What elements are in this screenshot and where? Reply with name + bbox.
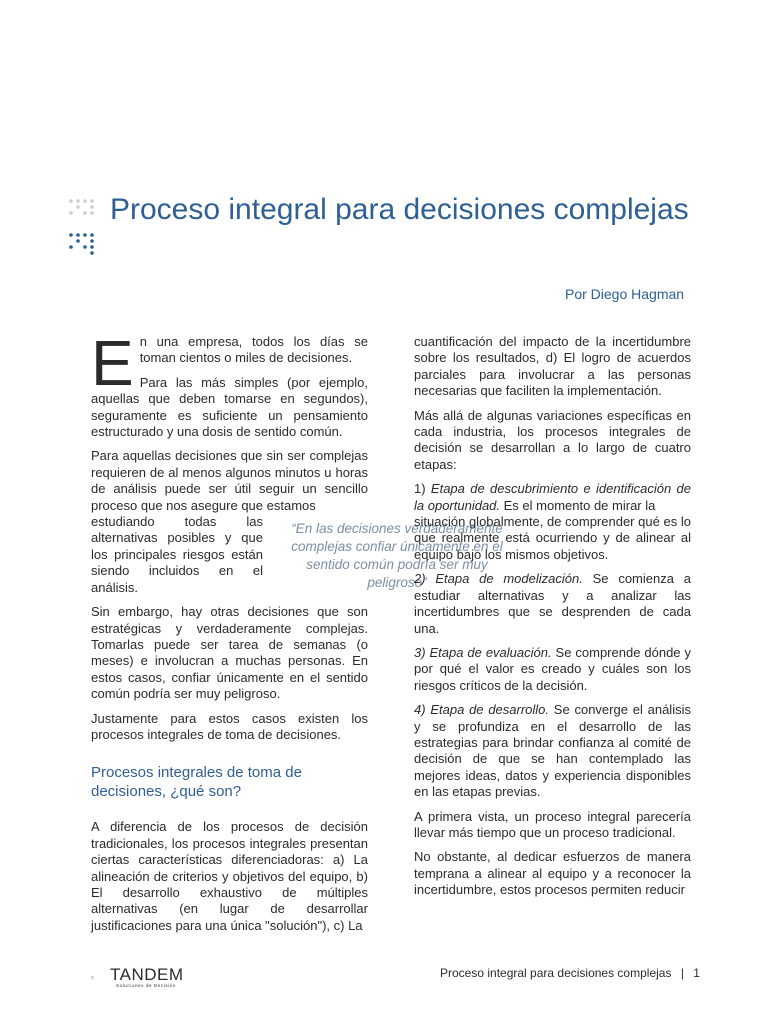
- stage-4-text: Se converge el análisis y se profundiza en el desarrollo de las estrategias para brindar confianza al comité de decisión de que se han contemplado las mejores ideas, datos y experiencia disponibles en las etapas previas.: [414, 702, 691, 800]
- drop-cap: E: [91, 327, 134, 399]
- pull-quote: “En las decisiones verdaderamente complejas confiar únicamente en el sentido común podría ser muy peligroso”: [291, 521, 503, 590]
- paragraph-complex-decisions: Sin embargo, hay otras decisiones que son estratégicas y verdaderamente complejas. Tomarlas puede ser tarea de semanas (o meses) e involucran a muchas personas. En estos casos, confiar únicamente en el sentido común podría ser muy peligroso.: [91, 604, 368, 702]
- paragraph-first-view: A primera vista, un proceso integral parecería llevar más tiempo que un proceso tradicional.: [414, 808, 691, 840]
- paragraph-medium-decisions: Para aquellas decisiones que sin ser complejas requieren de al menos algunos minutos u horas de análisis puede ser útil seguir un sencillo proceso que nos asegure que estamos: [91, 448, 368, 513]
- stage-1-text-cont: situación globalmente, de comprender qué es lo que realmente está ocurriendo y de alinear al equipo bajo los mismos objetivos.: [414, 514, 691, 562]
- dotted-grid-icon: [68, 197, 96, 255]
- footer-separator: |: [680, 966, 684, 980]
- stage-1-number: 1): [414, 481, 426, 497]
- stage-1-title: Etapa de descubrimiento e identificación de la oportunidad.: [414, 481, 691, 513]
- paragraph-four-stages: Más allá de algunas variaciones específicas en cada industria, los procesos integrales de decisión se desarrollan a lo largo de cuatro etapas:: [414, 407, 691, 472]
- left-column: [91, 327, 368, 942]
- author-byline: Por Diego Hagman: [565, 286, 685, 302]
- paragraph-differences: A diferencia de los procesos de decisión tradicionales, los procesos integrales presentan ciertas características diferenciadoras: a) La alineación de criterios y objetivos del equipo, b) El desarrollo exhaustivo de múltiples alternativas (en lugar de desarrollar justificaciones para una única "solución"), c) La: [91, 819, 368, 933]
- paragraph-however: No obstante, al dedicar esfuerzos de manera temprana a alinear al equipo y a reconocer la incertidumbre, estos procesos permiten reducir: [414, 849, 691, 898]
- paragraph-quantification: cuantificación del impacto de la incertidumbre sobre los resultados, d) El logro de acuerdos parciales para involucrar a las personas necesarias que faciliten la implementación.: [414, 334, 691, 399]
- stage-3: [414, 645, 691, 694]
- running-footer: [440, 966, 700, 980]
- running-title: Proceso integral para decisiones complejas: [440, 966, 672, 980]
- paragraph-simple-decisions: Para las más simples (por ejemplo, aquellas que deben tomarse en segundos), seguramente es suficiente un pensamiento estructurado y una dosis de sentido común.: [91, 374, 368, 440]
- tandem-logo-icon: [91, 967, 109, 989]
- logo-name: TANDEM: [110, 965, 184, 984]
- stage-1: [414, 481, 691, 514]
- stage-4: [414, 702, 691, 800]
- paragraph-medium-decisions-cont: estudiando todas las alternativas posibles y que los principales riesgos están siendo incluidos en el análisis.: [91, 514, 263, 595]
- stage-4-title: 4) Etapa de desarrollo.: [414, 702, 550, 718]
- paragraph-integral-processes: Justamente para estos casos existen los procesos integrales de toma de decisiones.: [91, 710, 368, 742]
- page-number: 1: [693, 966, 700, 980]
- stage-2: [414, 571, 691, 637]
- stage-3-title: 3) Etapa de evaluación.: [414, 644, 552, 660]
- logo-tagline: Soluciones de Decisión: [116, 983, 176, 988]
- paragraph-intro: n una empresa, todos los días se toman cientos o miles de decisiones.: [139, 334, 368, 366]
- section-heading: Procesos integrales de toma de decisiones, ¿qué son?: [91, 764, 302, 801]
- stage-1-text: Es el momento de mirar la: [503, 497, 656, 513]
- page-title: Proceso integral para decisiones complejas: [110, 193, 689, 226]
- stage-3-text: Se comprende dónde y por qué el valor es creado y cuáles son los riesgos críticos de la decisión.: [414, 644, 691, 693]
- stage-2-title: 2) Etapa de modelización.: [414, 571, 583, 587]
- stage-2-text: Se comienza a estudiar alternativas y a analizar las incertidumbres que se desprenden de cada una.: [414, 571, 691, 636]
- right-column: [414, 334, 691, 907]
